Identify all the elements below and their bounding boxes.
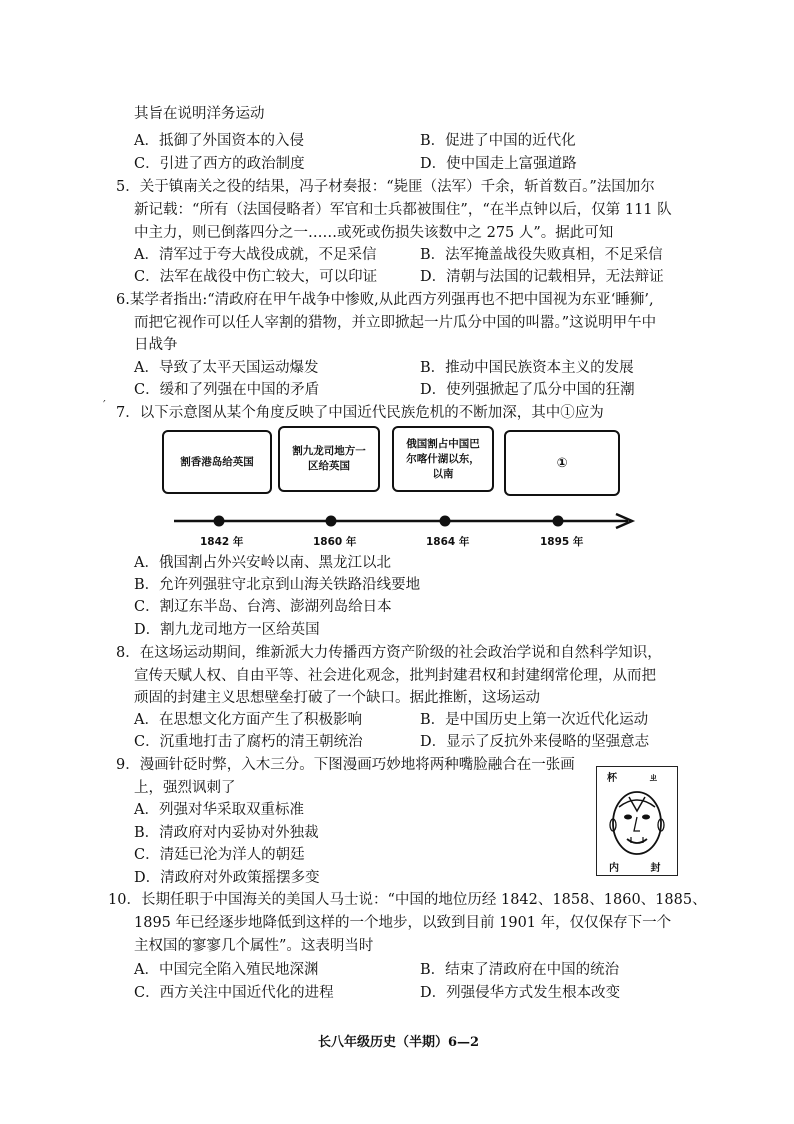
q9-stem-line2: 上，强烈讽刺了 [134,780,236,796]
q7-option-d: D．割九龙司地方一区给英国 [134,622,320,638]
q5-stem-line1: 5．关于镇南关之役的结果，冯子材奏报：“毙匪（法军）千余，斩首数百。”法国加尔 [116,179,655,195]
q10-option-c: C．西方关注中国近代化的进程 [134,985,334,1001]
q7-stem: 7．以下示意图从某个角度反映了中国近代民族危机的不断加深，其中①应为 [116,405,604,421]
q10-option-b: B．结束了清政府在中国的统治 [420,962,620,978]
timeline-dot-1895 [553,516,564,527]
q6-option-a: A．导致了太平天国运动爆发 [134,360,319,376]
page-footer: 长八年级历史（半期）6—2 [318,1035,480,1050]
q7-option-b: B．允许列强驻守北京到山海关铁路沿线要地 [134,577,421,593]
timeline-box-text: 俄国割占中国巴尔喀什湖以东，以南 [406,437,480,480]
q5-stem-line3: 中主力，则已倒落四分之一……或死或伤损失该数中之 275 人”。据此可知 [134,225,614,241]
timeline-year-1895: 1895 年 [540,536,584,548]
q9-option-b: B．清政府对内妥协对外独裁 [134,825,319,841]
timeline-box-1864 [392,426,494,492]
q6-stem-line3: 日战争 [134,337,178,353]
q9-option-a: A．列强对华采取双重标准 [134,802,304,818]
q9-option-d: D．清政府对外政策摇摆多变 [134,870,320,886]
timeline-box-1860 [278,426,380,492]
q6-option-b: B．推动中国民族资本主义的发展 [420,360,634,376]
q10-option-d: D．列强侵华方式发生根本改变 [420,985,621,1001]
timeline-year-1842: 1842 年 [200,536,244,548]
q10-stem-line2: 1895 年已经逐步地降低到这样的一个地步，以致到目前 1901 年，仅仅保存下一个 [134,915,672,931]
timeline-year-1860: 1860 年 [313,536,357,548]
timeline-box-text: ① [556,455,568,471]
q6-stem-line1: 6.某学者指出:“清政府在甲午战争中惨败,从此西方列强再也不把中国视为东亚‘睡狮’, [116,292,654,308]
timeline-arrow [170,510,640,534]
cartoon-bottom-label: 内 封 [609,863,675,874]
cartoon-top-label: 杯 ㄓ [607,773,673,784]
q5-stem-line2: 新记载：“所有（法国侵略者）军官和士兵都被围住”，“在半点钟以后，仅第 111 队 [134,202,672,218]
q5-option-d: D．清朝与法国的记载相异，无法辩证 [420,269,664,285]
timeline-dot-1860 [326,516,337,527]
timeline-year-1864: 1864 年 [426,536,470,548]
q9-stem-line1: 9．漫画针砭时弊，入木三分。下图漫画巧妙地将两种嘴脸融合在一张画 [116,757,575,773]
q10-stem-line1: 10．长期任职于中国海关的美国人马士说：“中国的地位历经 1842、1858、1860、1885、 [108,892,707,908]
q4-option-d: D．使中国走上富强道路 [420,156,577,172]
q4-option-b: B．促进了中国的近代化 [420,133,576,149]
q5-option-b: B．法军掩盖战役失败真相，不足采信 [420,247,663,263]
q10-stem-line3: 主权国的寥寥几个属性”。这表明当时 [134,938,374,954]
q5-option-c: C．法军在战役中伤亡较大，可以印证 [134,269,378,285]
q8-stem-line2: 宣传天赋人权、自由平等、社会进化观念，批判封建君权和封建纲常伦理，从而把 [134,668,656,684]
timeline-box-text: 割香港岛给英国 [180,455,254,468]
q4-option-a: A．抵御了外国资本的入侵 [134,133,304,149]
q6-option-d: D．使列强掀起了瓜分中国的狂潮 [420,382,635,398]
pencil-mark: ′ [103,398,106,412]
q8-stem-line3: 顽固的封建主义思想壁垒打破了一个缺口。据此推断，这场运动 [134,690,540,706]
q8-option-b: B．是中国历史上第一次近代化运动 [420,712,649,728]
timeline-box-1895 [504,430,620,496]
q5-option-a: A．清军过于夸大战役成就，不足采信 [134,247,377,263]
q7-option-c: C．割辽东半岛、台湾、澎湖列岛给日本 [134,599,392,615]
timeline-dot-1864 [440,516,451,527]
timeline-box-text: 割九龙司地方一区给英国 [292,445,366,472]
q4-stem: 其旨在说明洋务运动 [134,106,265,122]
q7-option-a: A．俄国割占外兴安岭以南、黑龙江以北 [134,555,391,571]
q8-option-c: C．沉重地打击了腐朽的清王朝统治 [134,734,363,750]
timeline-box-1842 [162,430,272,494]
q6-option-c: C．缓和了列强在中国的矛盾 [134,382,320,398]
cartoon-frame [596,766,678,876]
q8-stem-line1: 8．在这场运动期间，维新派大力传播西方资产阶级的社会政治学说和自然科学知识， [116,645,662,661]
timeline-dot-1842 [214,516,225,527]
q8-option-a: A．在思想文化方面产生了积极影响 [134,712,362,728]
q6-stem-line2: 而把它视作可以任人宰割的猎物，并立即掀起一片瓜分中国的叫嚣。”这说明甲午中 [134,315,657,331]
q10-option-a: A．中国完全陷入殖民地深渊 [134,962,319,978]
q4-option-c: C．引进了西方的政治制度 [134,156,305,172]
q8-option-d: D．显示了反抗外来侵略的坚强意志 [420,734,650,750]
cartoon-face-illustration [603,781,671,861]
q9-option-c: C．清廷已沦为洋人的朝廷 [134,847,305,863]
